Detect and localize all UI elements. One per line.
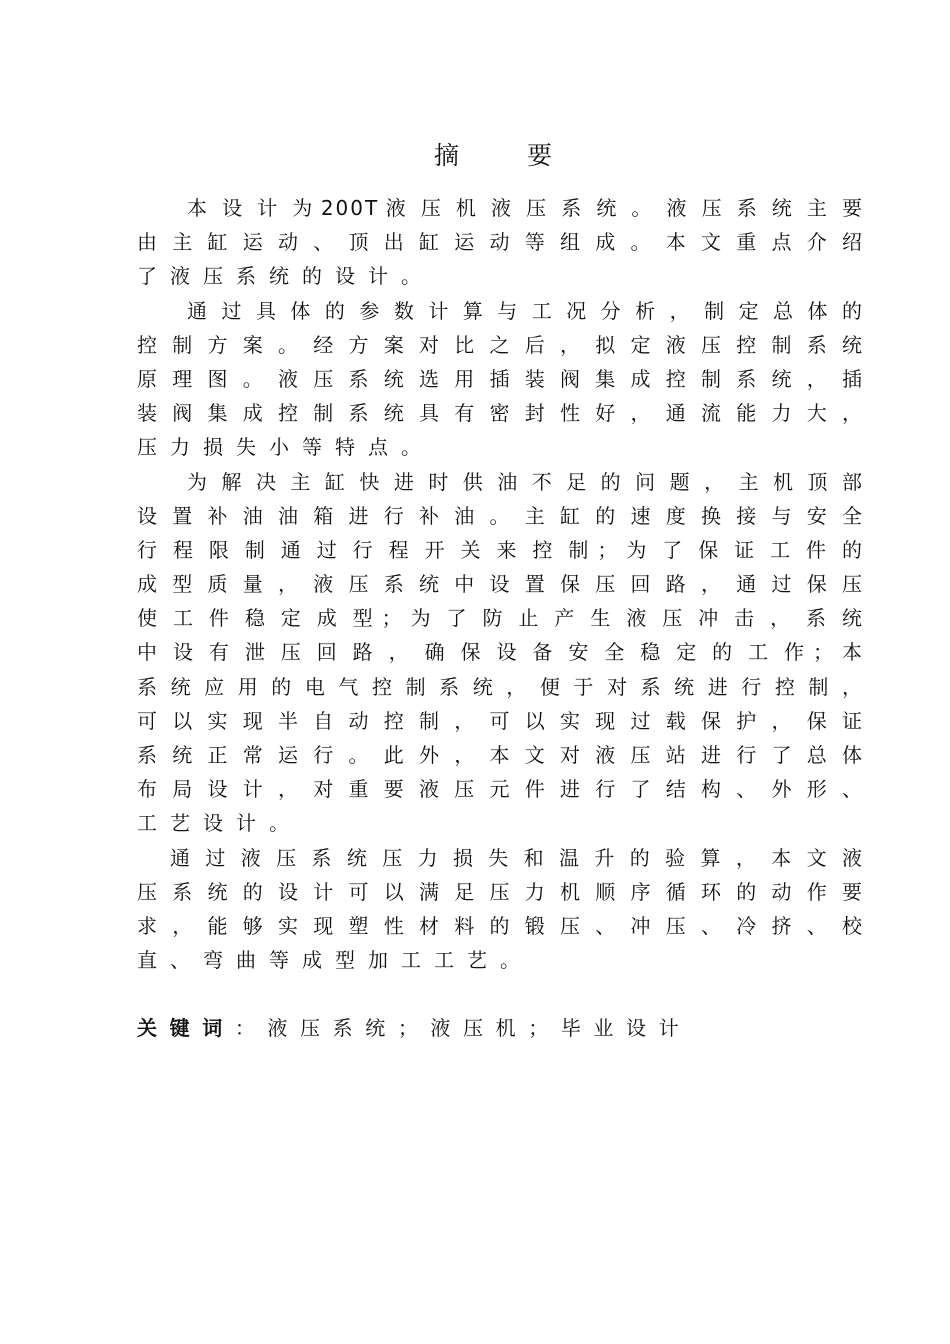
keywords-line bbox=[137, 1011, 691, 1045]
text-line: 中 设 有 泄 压 回 路 ， 确 保 设 备 安 全 稳 定 的 工 作 ； 本 bbox=[137, 640, 862, 665]
abstract-body bbox=[137, 191, 862, 977]
text-line: 压 系 统 的 设 计 可 以 满 足 压 力 机 顺 序 循 环 的 动 作 要 bbox=[137, 879, 862, 904]
text-line: 工艺设计。 bbox=[137, 811, 302, 836]
keywords-value: 液压系统；液压机；毕业设计 bbox=[267, 1016, 692, 1040]
text-line: 布 局 设 计 ， 对 重 要 液 压 元 件 进 行 了 结 构 、 外 形 、 bbox=[137, 777, 862, 802]
text-line: 求 ， 能 够 实 现 塑 性 材 料 的 锻 压 、 冲 压 、 冷 挤 、 校 bbox=[137, 913, 862, 938]
text-line: 可 以 实 现 半 自 动 控 制 ， 可 以 实 现 过 载 保 护 ， 保 证 bbox=[137, 708, 862, 733]
text-line: 了液压系统的设计。 bbox=[137, 264, 434, 289]
text-line: 使 工 件 稳 定 成 型 ； 为 了 防 止 产 生 液 压 冲 击 ， 系 统 bbox=[137, 606, 862, 631]
text-line: 原 理 图 。 液 压 系 统 选 用 插 装 阀 集 成 控 制 系 统 ， 插 bbox=[137, 366, 862, 391]
page-title bbox=[0, 136, 950, 176]
text-line: 本 设 计 为 2 0 0 T 液 压 机 液 压 系 统 。 液 压 系 统 主 要 bbox=[187, 196, 862, 220]
text-line: 压力损失小等特点。 bbox=[137, 435, 434, 460]
text-line: 系 统 正 常 运 行 。 此 外 ， 本 文 对 液 压 站 进 行 了 总 体 bbox=[137, 743, 862, 767]
text-line: 设 置 补 油 油 箱 进 行 补 油 。 主 缸 的 速 度 换 接 与 安 全 bbox=[137, 503, 862, 528]
keywords-label: 关键词 bbox=[137, 1016, 235, 1040]
text-line: 控 制 方 案 。 经 方 案 对 比 之 后 ， 拟 定 液 压 控 制 系 统 bbox=[137, 332, 862, 357]
paragraph-4 bbox=[137, 841, 862, 978]
text-line: 行 程 限 制 通 过 行 程 开 关 来 控 制 ； 为 了 保 证 工 件 的 bbox=[137, 537, 862, 562]
paragraph-1 bbox=[137, 191, 862, 294]
text-line: 为 解 决 主 缸 快 进 时 供 油 不 足 的 问 题 ， 主 机 顶 部 bbox=[187, 469, 862, 494]
text-line: 成 型 质 量 ， 液 压 系 统 中 设 置 保 压 回 路 ， 通 过 保 压 bbox=[137, 572, 862, 597]
text-line: 直、弯曲等成型加工工艺。 bbox=[137, 948, 533, 973]
title-char-1: 摘 bbox=[433, 141, 459, 170]
title-char-2: 要 bbox=[527, 141, 553, 170]
text-line: 通 过 液 压 系 统 压 力 损 失 和 温 升 的 验 算 ， 本 文 液 bbox=[170, 845, 862, 870]
keywords-separator: ： bbox=[234, 1016, 268, 1040]
paragraph-2 bbox=[137, 294, 862, 465]
paragraph-3 bbox=[137, 465, 862, 841]
text-line: 系 统 应 用 的 电 气 控 制 系 统 ， 便 于 对 系 统 进 行 控 制 ， bbox=[137, 674, 862, 699]
text-line: 装 阀 集 成 控 制 系 统 具 有 密 封 性 好 ， 通 流 能 力 大 ， bbox=[137, 401, 862, 426]
text-line: 由 主 缸 运 动 、 顶 出 缸 运 动 等 组 成 。 本 文 重 点 介 绍 bbox=[137, 230, 862, 255]
text-line: 通 过 具 体 的 参 数 计 算 与 工 况 分 析 ， 制 定 总 体 的 bbox=[187, 298, 862, 323]
